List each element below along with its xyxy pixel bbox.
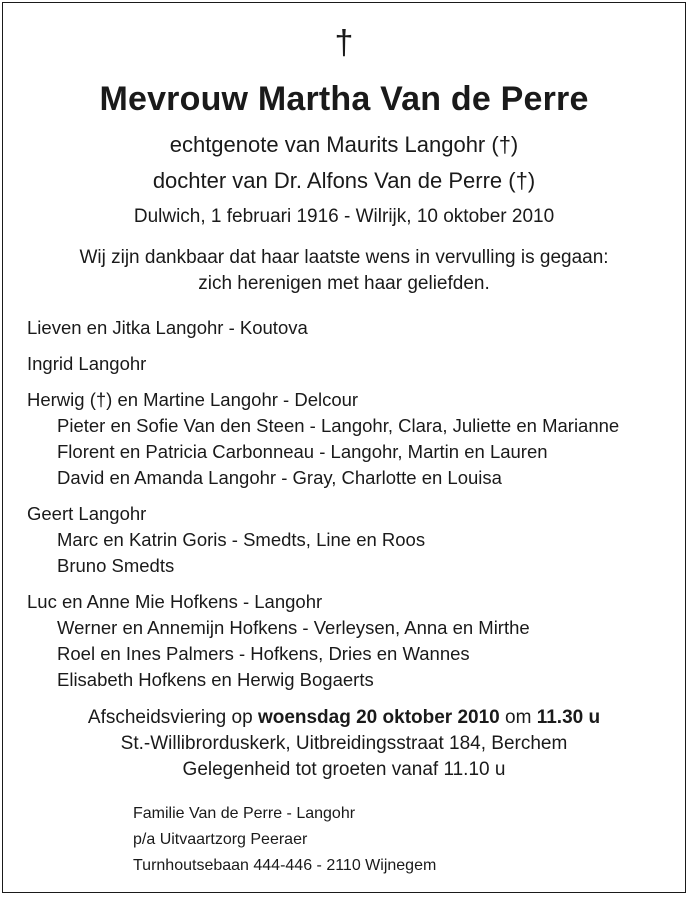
family-member: Werner en Annemijn Hofkens - Verleysen, Anna en Mirthe [57, 617, 530, 638]
contact-line-2: p/a Uitvaartzorg Peeraer [133, 831, 308, 848]
family-group [27, 589, 677, 693]
deceased-name: Mevrouw Martha Van de Perre [99, 80, 589, 118]
obituary-card [2, 2, 686, 893]
family-group [27, 351, 677, 377]
family-group [27, 501, 677, 579]
farewell-line [3, 705, 685, 731]
family-member: Elisabeth Hofkens en Herwig Bogaerts [57, 669, 374, 690]
family-list [27, 315, 677, 703]
family-head: Herwig (†) en Martine Langohr - Delcour [27, 389, 359, 410]
contact-line-1: Familie Van de Perre - Langohr [133, 805, 356, 822]
contact-line-3: Turnhoutsebaan 444-446 - 2110 Wijnegem [133, 857, 437, 874]
family-member: Pieter en Sofie Van den Steen - Langohr, Clara, Juliette en Marianne [57, 415, 620, 436]
family-group [27, 315, 677, 341]
contact-address [133, 801, 436, 879]
farewell-date: woensdag 20 oktober 2010 [257, 707, 500, 728]
farewell-location: St.-Willibrorduskerk, Uitbreidingsstraat 184, Berchem [120, 733, 568, 754]
farewell-time: 11.30 u [536, 707, 601, 728]
farewell-service [3, 705, 685, 783]
family-head: Ingrid Langohr [27, 353, 147, 374]
family-head: Lieven en Jitka Langohr - Koutova [27, 317, 308, 338]
cross-icon: † [334, 24, 354, 62]
family-member: Roel en Ines Palmers - Hofkens, Dries en Wannes [57, 643, 470, 664]
family-head: Geert Langohr [27, 503, 147, 524]
family-member: Florent en Patricia Carbonneau - Langohr, Martin en Lauren [57, 441, 548, 462]
quote-line-1: Wij zijn dankbaar dat haar laatste wens in vervulling is gegaan: [79, 247, 609, 268]
family-member: Bruno Smedts [57, 555, 175, 576]
family-head: Luc en Anne Mie Hofkens - Langohr [27, 591, 323, 612]
birth-death-dates: Dulwich, 1 februari 1916 - Wilrijk, 10 oktober 2010 [133, 206, 555, 227]
family-member: David en Amanda Langohr - Gray, Charlotte en Louisa [57, 467, 502, 488]
spouse-line: echtgenote van Maurits Langohr (†) [169, 132, 519, 157]
farewell-prefix: Afscheidsviering op [87, 707, 258, 728]
parent-line: dochter van Dr. Alfons Van de Perre (†) [152, 168, 536, 193]
farewell-greeting: Gelegenheid tot groeten vanaf 11.10 u [182, 759, 506, 780]
quote-line-2: zich herenigen met haar geliefden. [198, 273, 490, 294]
family-member: Marc en Katrin Goris - Smedts, Line en Roos [57, 529, 426, 550]
farewell-mid: om [499, 707, 537, 728]
family-group [27, 387, 677, 491]
memorial-quote [3, 245, 685, 297]
